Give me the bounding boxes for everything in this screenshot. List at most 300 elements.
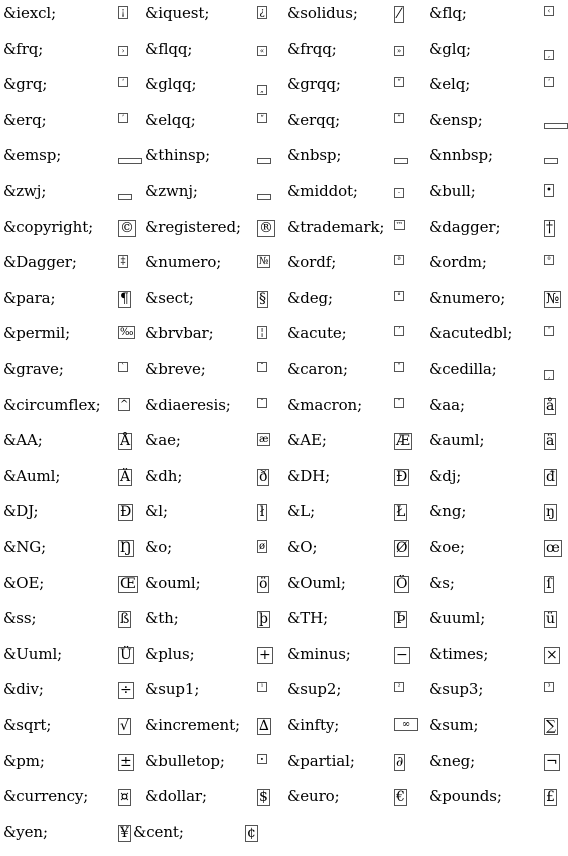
- entity-cell: [0, 714, 139, 750]
- entity-name: &cedilla;: [429, 360, 497, 378]
- table-row: [0, 2, 554, 38]
- entity-cell: [426, 73, 565, 109]
- table-row: [0, 821, 554, 856]
- entity-name: &flqq;: [145, 39, 193, 58]
- entity-name: &TH;: [287, 609, 329, 628]
- entity-cell: [284, 322, 423, 358]
- entity-cell: [0, 429, 139, 465]
- entity-cell: [0, 358, 139, 394]
- entity-glyph-box: ¯: [394, 398, 404, 408]
- table-row: [0, 251, 554, 287]
- entity-glyph-box: [118, 158, 142, 164]
- entity-name: &AE;: [287, 431, 327, 450]
- entity-glyph-box: ⁄: [394, 6, 404, 23]
- entity-glyph-box: ü: [546, 611, 556, 628]
- table-row: [0, 785, 554, 821]
- entity-cell: [426, 678, 565, 714]
- entity-glyph-box: [257, 194, 271, 200]
- entity-cell: [0, 144, 139, 180]
- entity-glyph-box: Æ: [396, 433, 411, 450]
- entity-name: &plus;: [145, 644, 195, 663]
- entity-glyph-box: ∆: [259, 718, 269, 734]
- table-row: [0, 678, 554, 714]
- entity-name: &dagger;: [429, 217, 501, 236]
- entity-cell: [142, 2, 281, 38]
- entity-name: &nbsp;: [287, 146, 342, 165]
- entity-name: &cent;: [133, 822, 184, 841]
- entity-cell: [426, 109, 565, 145]
- entity-cell: [142, 750, 281, 786]
- entity-cell: [0, 394, 139, 430]
- table-row: [0, 287, 560, 323]
- entity-glyph-box: ^: [120, 398, 129, 410]
- entity-name: &sup2;: [287, 680, 342, 699]
- entity-glyph-box: [394, 158, 408, 164]
- entity-glyph-box: ‘: [118, 77, 128, 87]
- entity-name: &numero;: [429, 288, 506, 307]
- entity-cell: [0, 465, 139, 501]
- entity-glyph-box: Œ: [120, 575, 136, 592]
- entity-name: &o;: [145, 538, 173, 556]
- entity-glyph-box: Ŋ: [120, 540, 132, 556]
- entity-cell: [284, 500, 423, 536]
- entity-name: &flq;: [429, 4, 467, 22]
- entity-name: &div;: [3, 680, 44, 699]
- entity-name: &trademark;: [287, 217, 385, 236]
- entity-glyph-box: „: [257, 85, 267, 95]
- entity-name: &zwnj;: [145, 182, 198, 200]
- entity-glyph-box: Å: [120, 433, 131, 450]
- entity-name: &uuml;: [429, 609, 486, 628]
- entity-cell: [142, 785, 281, 821]
- table-row: [0, 750, 558, 786]
- entity-name: &glq;: [429, 39, 471, 58]
- entity-cell: [284, 2, 423, 38]
- entity-name: &Ouml;: [287, 573, 346, 592]
- entity-cell: [142, 572, 281, 608]
- entity-cell: [426, 322, 565, 358]
- entity-glyph-box: å: [546, 397, 555, 414]
- entity-glyph-box: ’: [118, 113, 128, 123]
- entity-glyph-box: ÷: [120, 682, 132, 699]
- entity-glyph-box: €: [396, 789, 405, 806]
- entity-name: &nnbsp;: [429, 146, 493, 165]
- entity-glyph-box: ŋ: [546, 504, 556, 521]
- entity-name: &acute;: [287, 324, 347, 343]
- entity-cell: [426, 785, 565, 821]
- entity-glyph-box: £: [546, 789, 555, 806]
- entity-name: &iexcl;: [3, 4, 57, 22]
- entity-cell: [142, 394, 281, 430]
- entity-cell: [284, 394, 423, 430]
- entity-glyph-box: ·: [394, 188, 404, 198]
- entity-name: &emsp;: [3, 146, 62, 165]
- entity-glyph-box: ſ: [544, 576, 554, 593]
- entity-name: &L;: [287, 502, 316, 521]
- entity-glyph-box: ¬: [546, 753, 558, 770]
- entity-glyph-box: »: [394, 46, 404, 56]
- entity-cell: [0, 2, 139, 38]
- table-row: [0, 714, 554, 750]
- entity-glyph-box: ±: [120, 753, 132, 770]
- entity-glyph-box: [544, 158, 558, 164]
- entity-name: &sum;: [429, 716, 479, 734]
- table-row: [0, 572, 554, 608]
- entity-cell: [0, 500, 139, 536]
- entity-cell: [284, 180, 423, 216]
- entity-cell: [0, 607, 139, 643]
- entity-cell: [142, 73, 281, 109]
- entity-cell: [142, 643, 281, 679]
- entity-name: &macron;: [287, 395, 363, 414]
- entity-cell: [426, 429, 565, 465]
- entity-name: &thinsp;: [145, 146, 211, 165]
- entity-glyph-box: ð: [259, 468, 268, 485]
- entity-glyph-box: ¥: [120, 824, 129, 841]
- entity-glyph-box: ¢: [247, 824, 256, 841]
- entity-cell: [426, 180, 565, 216]
- entity-name: &elqq;: [145, 110, 196, 129]
- entity-glyph-box: Þ: [396, 611, 406, 628]
- entity-name: &grave;: [3, 360, 64, 378]
- entity-name: &bulletop;: [145, 751, 225, 770]
- entity-name: &times;: [429, 644, 489, 663]
- entity-cell: [0, 536, 139, 572]
- entity-glyph-box: √: [120, 718, 129, 734]
- entity-glyph-box: ©: [120, 219, 134, 236]
- entity-cell: [284, 465, 423, 501]
- entity-cell: [284, 216, 423, 252]
- entity-glyph-box: °: [394, 291, 404, 301]
- entity-name: &caron;: [287, 360, 348, 378]
- entity-cell: [0, 572, 139, 608]
- entity-name: &grq;: [3, 75, 48, 94]
- entity-glyph-box: ™: [396, 220, 403, 229]
- entity-cell: [142, 109, 281, 145]
- entity-glyph-box: [544, 123, 568, 129]
- entity-cell: [426, 358, 565, 394]
- entity-glyph-box: Đ: [396, 468, 408, 485]
- entity-name: &middot;: [287, 182, 358, 200]
- entity-glyph-box: ∂: [396, 753, 404, 770]
- entity-glyph-box: ›: [118, 46, 128, 56]
- table-row: [0, 216, 554, 252]
- entity-name: &numero;: [145, 253, 222, 272]
- entity-name: &iquest;: [145, 4, 210, 22]
- entity-glyph-box: ¡: [118, 6, 128, 19]
- entity-cell: [284, 572, 423, 608]
- entity-name: &ng;: [429, 502, 467, 521]
- entity-name: &brvbar;: [145, 324, 214, 343]
- entity-name: &auml;: [429, 431, 485, 450]
- entity-cell: [426, 536, 565, 572]
- entity-cell: [130, 821, 269, 856]
- entity-name: &dh;: [145, 466, 183, 485]
- entity-cell: [142, 607, 281, 643]
- entity-cell: [284, 38, 423, 74]
- entity-glyph-box: ¿: [257, 6, 267, 19]
- entity-cell: [284, 785, 423, 821]
- entity-cell: [284, 287, 423, 323]
- entity-name: &minus;: [287, 644, 351, 663]
- table-row: [0, 643, 558, 679]
- entity-name: &sqrt;: [3, 716, 52, 734]
- entity-name: &DH;: [287, 466, 331, 485]
- entity-cell: [142, 465, 281, 501]
- entity-cell: [426, 38, 565, 74]
- entity-cell: [426, 216, 565, 252]
- entity-cell: [0, 678, 139, 714]
- entity-cell: [0, 73, 139, 109]
- entity-cell: [426, 465, 565, 501]
- table-row: [0, 358, 554, 394]
- entity-name: &deg;: [287, 288, 333, 307]
- entity-name: &para;: [3, 288, 56, 307]
- entity-name: &ensp;: [429, 110, 483, 129]
- entity-glyph-box: ¦: [257, 326, 267, 339]
- entity-cell: [0, 643, 139, 679]
- entity-name: &euro;: [287, 787, 340, 806]
- table-row: [0, 73, 554, 109]
- entity-glyph-box: ł: [257, 504, 267, 521]
- entity-cell: [0, 287, 139, 323]
- entity-cell: [142, 322, 281, 358]
- entity-name: &erq;: [3, 110, 47, 129]
- entity-glyph-box: ‘: [544, 77, 554, 87]
- entity-cell: [0, 322, 139, 358]
- entity-glyph-box: ×: [546, 646, 558, 663]
- entity-name: &pounds;: [429, 787, 502, 806]
- entity-name: &grqq;: [287, 75, 341, 94]
- table-row: [0, 465, 554, 501]
- entity-glyph-box: •: [544, 184, 554, 197]
- entity-glyph-box: Ø: [396, 540, 408, 556]
- entity-glyph-box: ˘: [257, 362, 267, 372]
- entity-name: &sect;: [145, 288, 194, 307]
- entity-glyph-box: ‚: [544, 50, 554, 60]
- entity-glyph-box: №: [546, 290, 560, 307]
- entity-cell: [142, 38, 281, 74]
- entity-glyph-box: ˇ: [394, 362, 404, 372]
- entity-cell: [284, 144, 423, 180]
- entity-glyph-box: ‹: [544, 6, 554, 16]
- entity-glyph-box: Đ: [120, 504, 132, 521]
- entity-name: &pm;: [3, 751, 45, 770]
- entity-name: &increment;: [145, 716, 241, 734]
- entity-cell: [426, 607, 565, 643]
- entity-glyph-box: №: [259, 256, 269, 268]
- entity-cell: [142, 429, 281, 465]
- entity-name: &OE;: [3, 573, 45, 592]
- entity-glyph-box: “: [257, 113, 267, 123]
- entity-name: &currency;: [3, 787, 89, 806]
- entity-name: &sup3;: [429, 680, 484, 699]
- entity-name: &elq;: [429, 75, 471, 94]
- entity-name: &sup1;: [145, 680, 200, 699]
- table-row: [0, 38, 554, 74]
- entity-cell: [284, 251, 423, 287]
- entity-name: &acutedbl;: [429, 324, 513, 343]
- entity-glyph-box: ö: [259, 575, 268, 592]
- entity-name: &ordm;: [429, 253, 487, 272]
- table-row: [0, 394, 554, 430]
- entity-name: &zwj;: [3, 182, 47, 200]
- entity-cell: [284, 643, 423, 679]
- entity-cell: [142, 358, 281, 394]
- entity-name: &AA;: [3, 431, 43, 450]
- entity-cell: [142, 500, 281, 536]
- entity-cell: [0, 251, 139, 287]
- entity-glyph-box: “: [394, 77, 404, 87]
- entity-glyph-box: ∑: [546, 718, 556, 734]
- entity-cell: [142, 251, 281, 287]
- entity-cell: [142, 714, 281, 750]
- entity-glyph-box: [118, 194, 132, 200]
- entity-name: &permil;: [3, 324, 71, 343]
- entity-name: &solidus;: [287, 4, 358, 22]
- entity-name: &neg;: [429, 751, 476, 770]
- entity-name: &partial;: [287, 751, 355, 770]
- entity-name: &Auml;: [3, 466, 61, 485]
- entity-cell: [426, 572, 565, 608]
- entity-name: &NG;: [3, 538, 47, 556]
- entity-cell: [426, 2, 565, 38]
- entity-glyph-box: ‰: [120, 327, 134, 339]
- table-row: [0, 536, 560, 572]
- entity-cell: [142, 536, 281, 572]
- table-row: [0, 109, 554, 145]
- entity-name: &frqq;: [287, 39, 337, 58]
- entity-glyph-box: ¶: [120, 290, 129, 307]
- entity-name: &copyright;: [3, 217, 94, 236]
- entity-cell: [426, 287, 565, 323]
- entity-cell: [426, 394, 565, 430]
- entity-glyph-box: ²: [394, 682, 404, 692]
- entity-cell: [0, 109, 139, 145]
- entity-name: &bull;: [429, 182, 476, 200]
- table-row: [0, 144, 554, 180]
- entity-name: &th;: [145, 609, 179, 628]
- entity-name: &l;: [145, 502, 168, 521]
- entity-cell: [426, 714, 565, 750]
- entity-name: &O;: [287, 538, 318, 556]
- entity-cell: [426, 750, 565, 786]
- entity-cell: [0, 785, 139, 821]
- entity-cell: [426, 144, 565, 180]
- entity-glyph-box: §: [259, 290, 266, 307]
- entity-name: &frq;: [3, 39, 44, 58]
- entity-glyph-box: −: [396, 646, 408, 663]
- entity-name: &Dagger;: [3, 253, 77, 272]
- entity-name: &s;: [429, 573, 455, 592]
- entity-glyph-box: ®: [259, 219, 273, 236]
- entity-cell: [284, 714, 423, 750]
- entity-name: &DJ;: [3, 502, 39, 521]
- entity-glyph-box: đ: [546, 468, 555, 485]
- entity-cell: [142, 180, 281, 216]
- entity-glyph-box: ˝: [544, 326, 554, 336]
- table-row: [0, 180, 554, 216]
- table-row: [0, 322, 554, 358]
- entity-glyph-box: ä: [546, 433, 555, 450]
- entity-name: &ss;: [3, 609, 37, 628]
- table-row: [0, 607, 554, 643]
- entity-glyph-box: ‡: [118, 255, 128, 268]
- entity-name: &aa;: [429, 395, 465, 414]
- entity-cell: [426, 643, 565, 679]
- entity-glyph-box: ¤: [120, 789, 129, 806]
- table-row: [0, 500, 554, 536]
- entity-name: &registered;: [145, 217, 241, 236]
- entity-glyph-box: ³: [544, 682, 554, 692]
- entity-name: &ouml;: [145, 573, 201, 592]
- entity-glyph-box: ∞: [394, 718, 418, 731]
- entity-name: &yen;: [3, 822, 48, 841]
- entity-glyph-box: œ: [546, 540, 560, 556]
- entity-cell: [284, 678, 423, 714]
- entity-glyph-box: Ä: [120, 468, 131, 485]
- entity-name: &glqq;: [145, 75, 197, 94]
- entity-name: &ordf;: [287, 253, 337, 272]
- entity-cell: [142, 144, 281, 180]
- entity-cell: [142, 678, 281, 714]
- entity-cell: [0, 180, 139, 216]
- entity-glyph-box: `: [118, 362, 128, 372]
- entity-cell: [0, 216, 139, 252]
- entity-name: &dj;: [429, 466, 462, 485]
- entity-cell: [284, 109, 423, 145]
- entity-cell: [284, 73, 423, 109]
- entity-name: &oe;: [429, 538, 465, 556]
- entity-cell: [284, 607, 423, 643]
- entity-glyph-box: ø: [259, 541, 266, 552]
- entity-glyph-box: ß: [120, 611, 130, 628]
- entity-glyph-box: [257, 158, 271, 164]
- entity-glyph-box: ª: [394, 255, 404, 265]
- entity-glyph-box: Ł: [396, 504, 406, 521]
- entity-name: &infty;: [287, 716, 340, 734]
- entity-glyph-box: þ: [259, 611, 268, 628]
- entity-name: &erqq;: [287, 110, 341, 129]
- entity-glyph-box: ¹: [257, 682, 267, 692]
- entity-cell: [0, 821, 139, 856]
- entity-cell: [284, 750, 423, 786]
- entity-glyph-box: ´: [394, 326, 404, 336]
- entity-glyph-box: ”: [394, 113, 404, 123]
- entity-glyph-box: Ö: [396, 575, 408, 592]
- entity-glyph-box: ¸: [544, 370, 554, 380]
- entity-cell: [142, 216, 281, 252]
- entity-name: &ae;: [145, 431, 181, 450]
- entity-glyph-box: +: [259, 646, 271, 663]
- entity-name: &circumflex;: [3, 395, 101, 414]
- entity-name: &diaeresis;: [145, 395, 231, 414]
- entity-cell: [142, 287, 281, 323]
- entity-glyph-box: «: [257, 46, 267, 56]
- entity-glyph-box: †: [546, 219, 553, 236]
- entity-glyph-box: æ: [259, 434, 269, 446]
- entity-glyph-box: ¨: [257, 398, 267, 408]
- entity-cell: [0, 750, 139, 786]
- entity-glyph-box: $: [259, 789, 268, 806]
- entity-cell: [0, 38, 139, 74]
- entity-cell: [284, 536, 423, 572]
- entity-glyph-box: º: [544, 255, 554, 265]
- entity-glyph-box: ∙: [257, 754, 267, 764]
- entity-cell: [426, 251, 565, 287]
- entity-cell: [284, 429, 423, 465]
- entity-name: &breve;: [145, 360, 206, 378]
